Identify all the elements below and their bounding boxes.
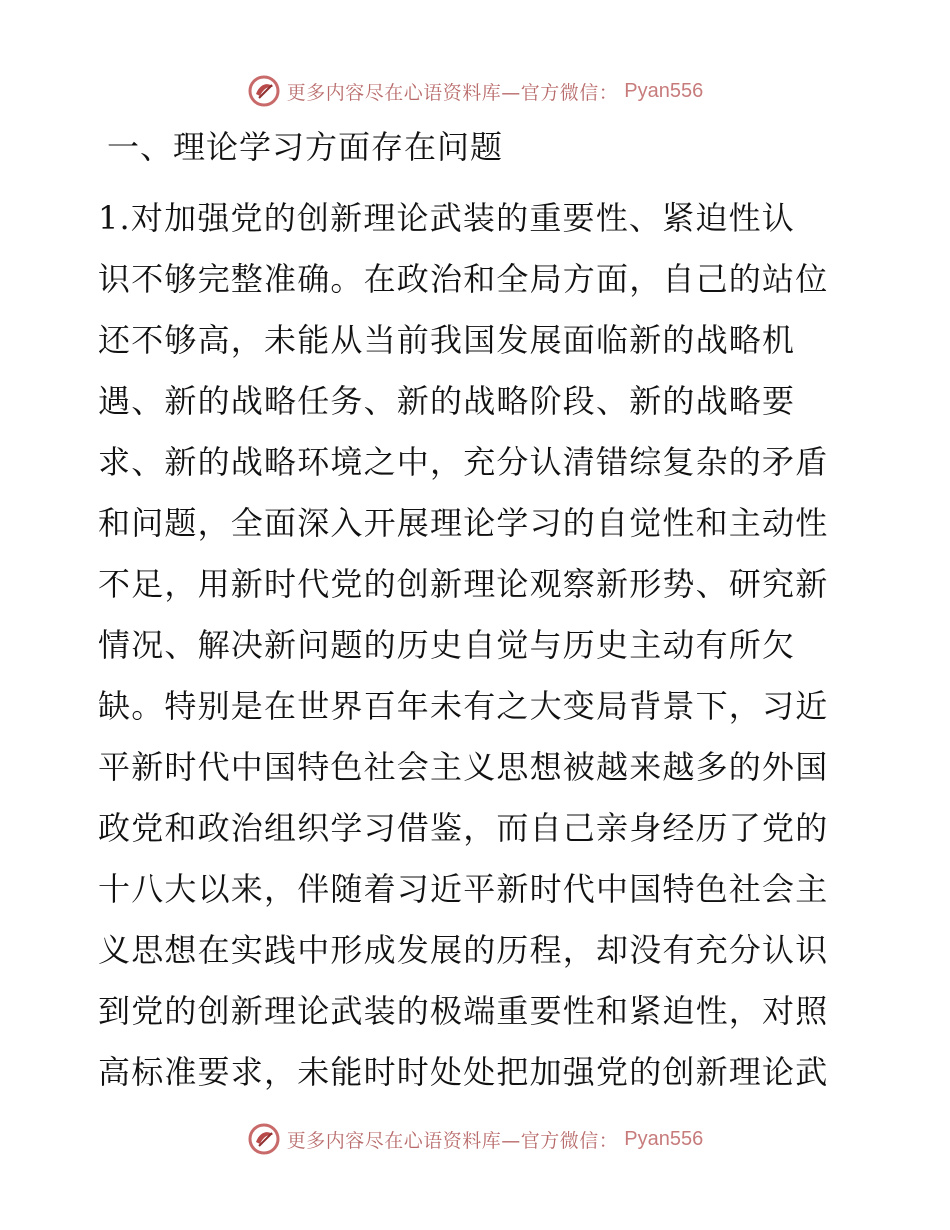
paragraph-line: 十八大以来，伴随着习近平新时代中国特色社会主 — [98, 870, 829, 908]
paragraph-line: 义思想在实践中形成发展的历程，却没有充分认识 — [98, 931, 829, 969]
footer-watermark — [0, 1119, 950, 1159]
watermark-text: 更多内容尽在心语资料库—官方微信： — [286, 81, 619, 104]
paragraph-line: 遇、新的战略任务、新的战略阶段、新的战略要 — [98, 382, 796, 420]
watermark-wechat-handle: Pyan556 — [624, 1127, 704, 1150]
section-heading: 一、理论学习方面存在问题 — [107, 128, 504, 166]
watermark-text: 更多内容尽在心语资料库—官方微信： — [286, 1129, 619, 1152]
watermark-wechat-handle: Pyan556 — [624, 79, 704, 102]
paragraph-line: 高标准要求，未能时时处处把加强党的创新理论武 — [98, 1053, 829, 1091]
paragraph-line: 政党和政治组织学习借鉴，而自己亲身经历了党的 — [98, 809, 829, 847]
paragraph-line: 平新时代中国特色社会主义思想被越来越多的外国 — [98, 748, 829, 786]
paragraph-line: 识不够完整准确。在政治和全局方面，自己的站位 — [98, 260, 829, 298]
watermark-logo-icon — [247, 1122, 281, 1156]
paragraph-line: 缺。特别是在世界百年未有之大变局背景下，习近 — [98, 687, 829, 725]
watermark-logo-icon — [247, 74, 281, 108]
paragraph-line: 1.对加强党的创新理论武装的重要性、紧迫性认 — [98, 199, 795, 237]
paragraph-line: 到党的创新理论武装的极端重要性和紧迫性，对照 — [98, 992, 829, 1030]
paragraph-line: 不足，用新时代党的创新理论观察新形势、研究新 — [98, 565, 829, 603]
paragraph-line: 还不够高，未能从当前我国发展面临新的战略机 — [98, 321, 796, 359]
paragraph-line: 和问题，全面深入开展理论学习的自觉性和主动性 — [98, 504, 829, 542]
header-watermark — [0, 71, 950, 111]
paragraph-line: 求、新的战略环境之中，充分认清错综复杂的矛盾 — [98, 443, 829, 481]
paragraph-line: 情况、解决新问题的历史自觉与历史主动有所欠 — [98, 626, 796, 664]
paragraph-body — [98, 188, 848, 1103]
